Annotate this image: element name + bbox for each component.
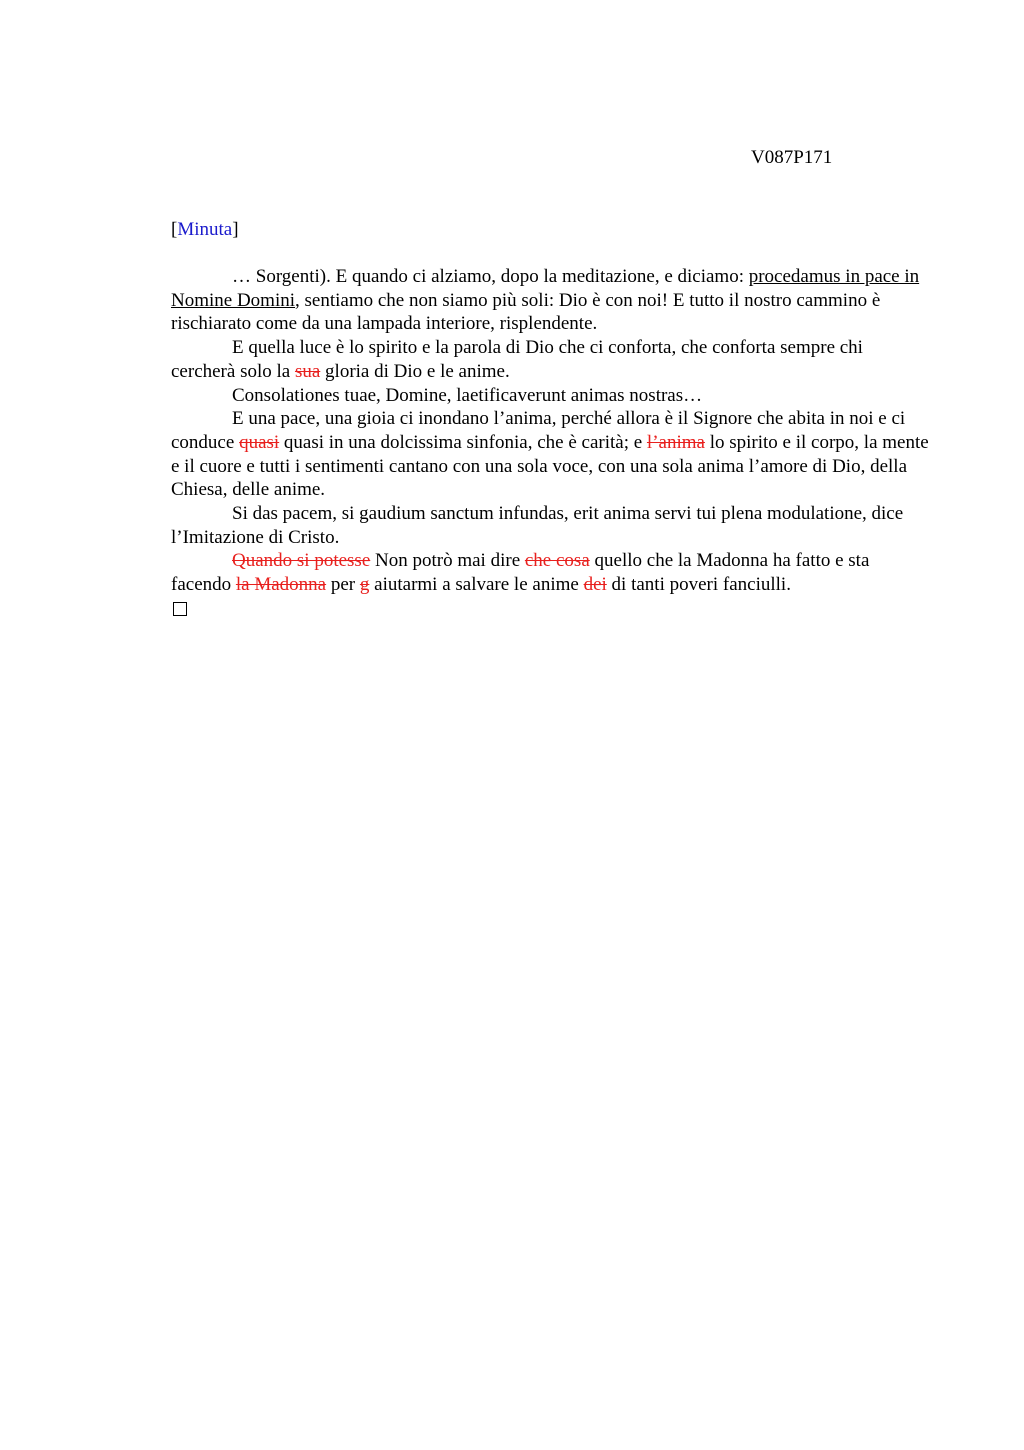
text-run: Consolationes tuae, Domine, laetificaverunt animas nostras… <box>232 384 703 406</box>
text-run: di tanti poveri fanciulli. <box>606 574 791 596</box>
deleted-text: g <box>359 574 370 596</box>
text-run: aiutarmi a salvare le anime <box>369 574 584 596</box>
text-run: quello che la Madonna ha fatto e sta facendo <box>171 550 870 596</box>
document-type-label <box>171 218 239 242</box>
deleted-text: quasi <box>239 431 280 453</box>
text-run: Non potrò mai dire <box>370 550 525 572</box>
deleted-text: Quando si potesse <box>232 550 371 572</box>
text-run: lo spirito e il corpo, la mente e il cuore e tutti i sentimenti cantano con una sola voce, con una sola anima l’amore di Dio, della Chiesa, delle anime. <box>171 431 929 501</box>
paragraph-1 <box>171 265 931 336</box>
text-run: E una pace, una gioia ci inondano l’anima, perché allora è il Signore che abita in noi e ci conduce <box>171 408 906 453</box>
paragraph-4 <box>171 407 931 502</box>
text-run: , sentiamo che non siamo più soli: Dio è con noi! E tutto il nostro cammino è rischiarato come da una lampada interiore, risplendente. <box>171 289 881 335</box>
paragraph-6 <box>171 549 931 596</box>
paragraph-3 <box>171 384 931 408</box>
text-run: … Sorgenti). E quando ci alziamo, dopo la meditazione, e diciamo: <box>232 266 749 287</box>
document-body <box>171 265 931 616</box>
underlined-text: procedamus in pace in Nomine Domini <box>171 266 920 311</box>
paragraph-2 <box>171 336 931 383</box>
bracket-close: ] <box>232 219 239 240</box>
deleted-text: sua <box>294 360 321 382</box>
text-run: quasi in una dolcissima sinfonia, che è carità; e <box>279 431 647 453</box>
end-marker-box-icon <box>173 602 187 616</box>
paragraph-5 <box>171 502 931 549</box>
bracket-open: [ <box>171 219 178 240</box>
doc-type-minuta: Minuta <box>177 219 233 240</box>
deleted-text: la Madonna <box>235 574 327 596</box>
deleted-text: che cosa <box>524 550 590 572</box>
text-run: Si das pacem, si gaudium sanctum infundas, erit anima servi tui plena modulatione, dice l’Imitazione di Cristo. <box>171 503 904 548</box>
deleted-text: dei <box>583 574 607 596</box>
text-run: E quella luce è lo spirito e la parola di Dio che ci conforta, che conforta sempre chi cercherà solo la <box>171 337 863 382</box>
text-run: per <box>326 574 360 596</box>
text-run: gloria di Dio e le anime. <box>320 360 510 382</box>
deleted-text: l’anima <box>646 431 705 453</box>
page-identifier: V087P171 <box>751 147 833 168</box>
